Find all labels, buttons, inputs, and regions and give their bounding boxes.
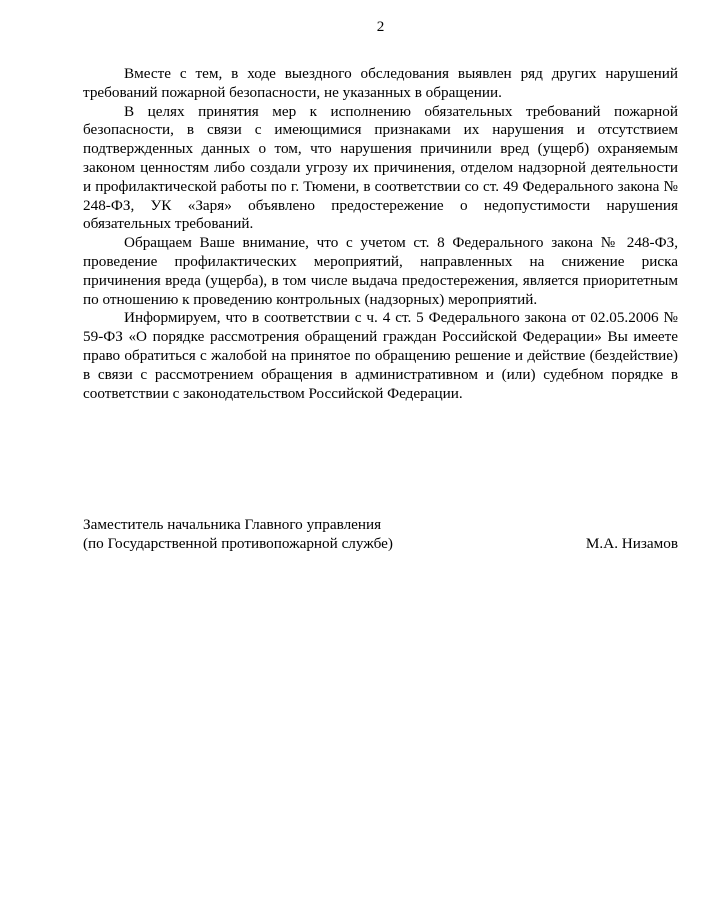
- paragraph-other-violations: Вместе с тем, в ходе выездного обследования выявлен ряд других нарушений требований пожарной безопасности, не указанных в обращении.: [83, 65, 678, 101]
- paragraph-appeal-rights: Информируем, что в соответствии с ч. 4 ст. 5 Федерального закона от 02.05.2006 № 59-ФЗ «О порядке рассмотрения обращений граждан Российской Федерации» Вы имеете право обратиться с жалобой на принятое по обращению решение и действие (бездействие) в связи с рассмотрением обращения в административном и (или) судебном порядке в соответствии с законодательством Российской Федерации.: [83, 309, 678, 402]
- page-number: 2: [376, 18, 385, 35]
- document-body: [83, 65, 678, 403]
- signature-name: М.А. Низамов: [585, 534, 678, 552]
- signature-block: [83, 516, 678, 554]
- paragraph-precaution-issued: В целях принятия мер к исполнению обязательных требований пожарной безопасности, в связи с имеющимися признаками их нарушения и отсутствием подтвержденных данных о том, что нарушения причинили вред (ущерб) охраняемым законом ценностям либо создали угрозу их причинения, отделом надзорной деятельности и профилактической работы по г. Тюмени, в соответствии со ст. 49 Федерального закона № 248-ФЗ, УК «Заря» объявлено предостережение о недопустимости нарушения обязательных требований.: [83, 102, 678, 233]
- signature-position: [83, 516, 393, 554]
- signature-position-line2: (по Государственной противопожарной службе): [83, 534, 393, 552]
- paragraph-attention-art8: Обращаем Ваше внимание, что с учетом ст. 8 Федерального закона № 248-ФЗ, проведение профилактических мероприятий, направленных на снижение риска причинения вреда (ущерба), в том числе выдача предостережения, является приоритетным по отношению к проведению контрольных (надзорных) мероприятий.: [83, 234, 678, 308]
- signature-position-line1: Заместитель начальника Главного управления: [83, 516, 382, 533]
